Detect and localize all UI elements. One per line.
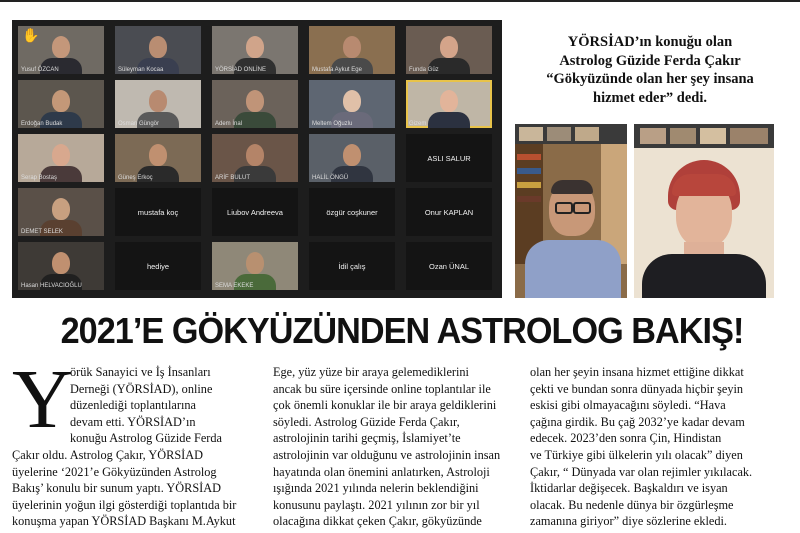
article-line: olacağına dikkat çeken Çakır, gökyüzünde (273, 514, 482, 529)
participant-tile (309, 80, 395, 128)
participant-label: Süleyman Kocaa (118, 67, 164, 73)
participant-label: ARİF BULUT (215, 175, 251, 181)
article-line: Çakır, “ Dünyada var olan rejimler yıkılacak. (530, 464, 753, 479)
participant-video (428, 112, 470, 128)
participant-tile (212, 188, 298, 236)
participant-name: Onur KAPLAN (424, 207, 474, 217)
quote-line: hizmet eder” dedi. (593, 89, 707, 106)
article-line: olacak. Bu nedenle dünya bir özgürleşme (530, 497, 734, 512)
participant-label: DEMET SELEK (21, 229, 63, 235)
participant-tile (212, 134, 298, 182)
participant-tile (212, 80, 298, 128)
participant-face (52, 198, 70, 220)
participant-face (52, 36, 70, 58)
photo-man-glasses (515, 124, 627, 298)
participant-face (149, 90, 167, 112)
article-column-3 (530, 364, 792, 530)
participant-name: mustafa koç (137, 207, 179, 217)
article-line: düzenlediği toplantılarına (70, 398, 197, 413)
participant-face (440, 36, 458, 58)
article-line: zamanına giriyor” diye sözlerine ekledi. (530, 514, 728, 529)
article-line: olan her şeyin insana hizmet ettiğine dikkat (530, 365, 744, 379)
pull-quote (515, 33, 785, 107)
participant-tile (115, 80, 201, 128)
article-line: söyledi. Astrolog Güzide Ferda Çakır, (273, 414, 460, 429)
participant-tile (115, 26, 201, 74)
participant-tile (115, 188, 201, 236)
photo-woman-astrologer (634, 124, 774, 298)
article-line: devam etti. YÖRSİAD’ın (70, 414, 196, 429)
raised-hand-icon: ✋ (22, 28, 40, 44)
participant-tile (18, 26, 104, 74)
article-line: astrolojinin tarihi geçmiş, İslamiyet’te (273, 431, 461, 446)
article-line: Çakır oldu. Astrolog Çakır, YÖRSİAD (12, 447, 204, 462)
article-line: üyelerine ‘2021’e Gökyüzünden Astrolog (12, 464, 217, 479)
participant-name: Liubov Andreeva (227, 207, 283, 217)
article-line: edecek. 2023’den sonra Çin, Hindistan (530, 431, 722, 446)
participant-tile (406, 80, 492, 128)
participant-face (246, 252, 264, 274)
participant-tile (115, 134, 201, 182)
participant-face (440, 90, 458, 112)
participant-tile (406, 26, 492, 74)
drop-cap: Y (12, 353, 73, 446)
participant-face (52, 144, 70, 166)
participant-tile (309, 242, 395, 290)
article-line: Bakış’ konulu bir sunum yaptı. YÖRSİAD (12, 481, 222, 496)
article-line: üyelerinin yoğun ilgi gösterdiği toplantıda bir (12, 497, 237, 512)
article-line: Derneği (YÖRSİAD), online (70, 381, 213, 396)
participant-face (149, 36, 167, 58)
participant-face (246, 144, 264, 166)
participant-label: Funda Güz (409, 67, 439, 73)
article-line: Ege, yüz yüze bir araya gelemediklerini (273, 365, 469, 379)
article-line: ışığında 2021 yılında nelerin beklendiğini (273, 481, 479, 496)
article-line: İktidarlar değişecek. Başkaldırı ve isyan (530, 481, 728, 496)
article-line: ve Türkiye gibi ülkelerin yılı olacak” diyen (530, 447, 743, 462)
participant-tile (212, 26, 298, 74)
participant-tile (18, 242, 104, 290)
participant-label: HALİL ÖNGÜ (312, 175, 349, 181)
article-line: konuşma yapan YÖRSİAD Başkanı M.Aykut (12, 514, 236, 529)
quote-line: Astrolog Güzide Ferda Çakır (559, 52, 741, 69)
participant-tile (406, 242, 492, 290)
participant-tile (309, 134, 395, 182)
participant-face (246, 90, 264, 112)
article-line: örük Sanayici ve İş İnsanları (70, 365, 211, 379)
participant-tile (406, 188, 492, 236)
participant-label: Erdoğan Budak (21, 121, 63, 127)
quote-line: YÖRSİAD’ın konuğu olan (567, 34, 733, 50)
participant-tile (212, 242, 298, 290)
participant-tile (18, 188, 104, 236)
top-rule (0, 0, 800, 2)
participant-tile (309, 188, 395, 236)
participant-tile (18, 80, 104, 128)
participant-label: Meltem Oğuzlu (312, 121, 353, 127)
article-line: eskisi gibi olmayacağını söyledi. “Hava (530, 398, 726, 413)
participant-label: Yusuf ÖZCAN (21, 67, 59, 73)
participant-tile (406, 134, 492, 182)
article-column-1 (12, 364, 264, 530)
article-line: çekti ve bundan sonra dünyada hiçbir şeyin (530, 381, 744, 396)
participant-label: Osman Güngör (118, 121, 160, 127)
article-line: konusunu paylaştı. 2021 yılının zor bir yıl (273, 497, 480, 512)
participant-face (149, 144, 167, 166)
article-column-2 (273, 364, 523, 530)
participant-face (52, 252, 70, 274)
participant-face (246, 36, 264, 58)
article-line: konuğu Astrolog Güzide Ferda (70, 431, 222, 446)
zoom-meeting-screenshot (12, 20, 502, 298)
participant-name: hediye (146, 261, 170, 271)
participant-label: Gizem (409, 121, 427, 127)
article-line: ancak bu süre içersinde online toplantılar ile (273, 381, 491, 396)
participant-name: İdil çalış (338, 261, 366, 271)
quote-line: “Gökyüzünde olan her şey insana (546, 71, 754, 87)
participant-label: Hasan HELVACIOĞLU (21, 283, 82, 289)
article-line: çağına girdik. Bu çağ 2032’ye kadar devam (530, 414, 745, 429)
participant-face (343, 144, 361, 166)
participant-face (343, 36, 361, 58)
participant-label: SEMA EKEKE (215, 283, 254, 289)
participant-tile (115, 242, 201, 290)
participant-label: YÖRSİAD ONLİNE (215, 67, 267, 73)
participant-name: özgür coşkuner (326, 207, 378, 217)
participant-label: Güneş Erkoç (118, 175, 153, 181)
participant-name: ASLI SALUR (427, 153, 471, 163)
participant-face (52, 90, 70, 112)
participant-face (343, 90, 361, 112)
participant-name: Ozan ÜNAL (428, 261, 470, 271)
article-line: astrolojinin var olduğunu ve astrolojinin insan (273, 447, 501, 462)
participant-tile (309, 26, 395, 74)
participant-tile (18, 134, 104, 182)
participant-label: Adem İnal (215, 121, 243, 127)
headline: 2021’E GÖKYÜZÜNDEN ASTROLOG BAKIŞ! (60, 310, 744, 351)
article-line: hayatında olan önemini anlatırken, Astroloji (273, 464, 490, 479)
article-line: çok önemli konuklar ile bir araya geldiklerini (273, 398, 497, 413)
participant-label: Serap Bostaş (21, 175, 58, 181)
participant-label: Mustafa Aykut Ege (312, 67, 362, 73)
